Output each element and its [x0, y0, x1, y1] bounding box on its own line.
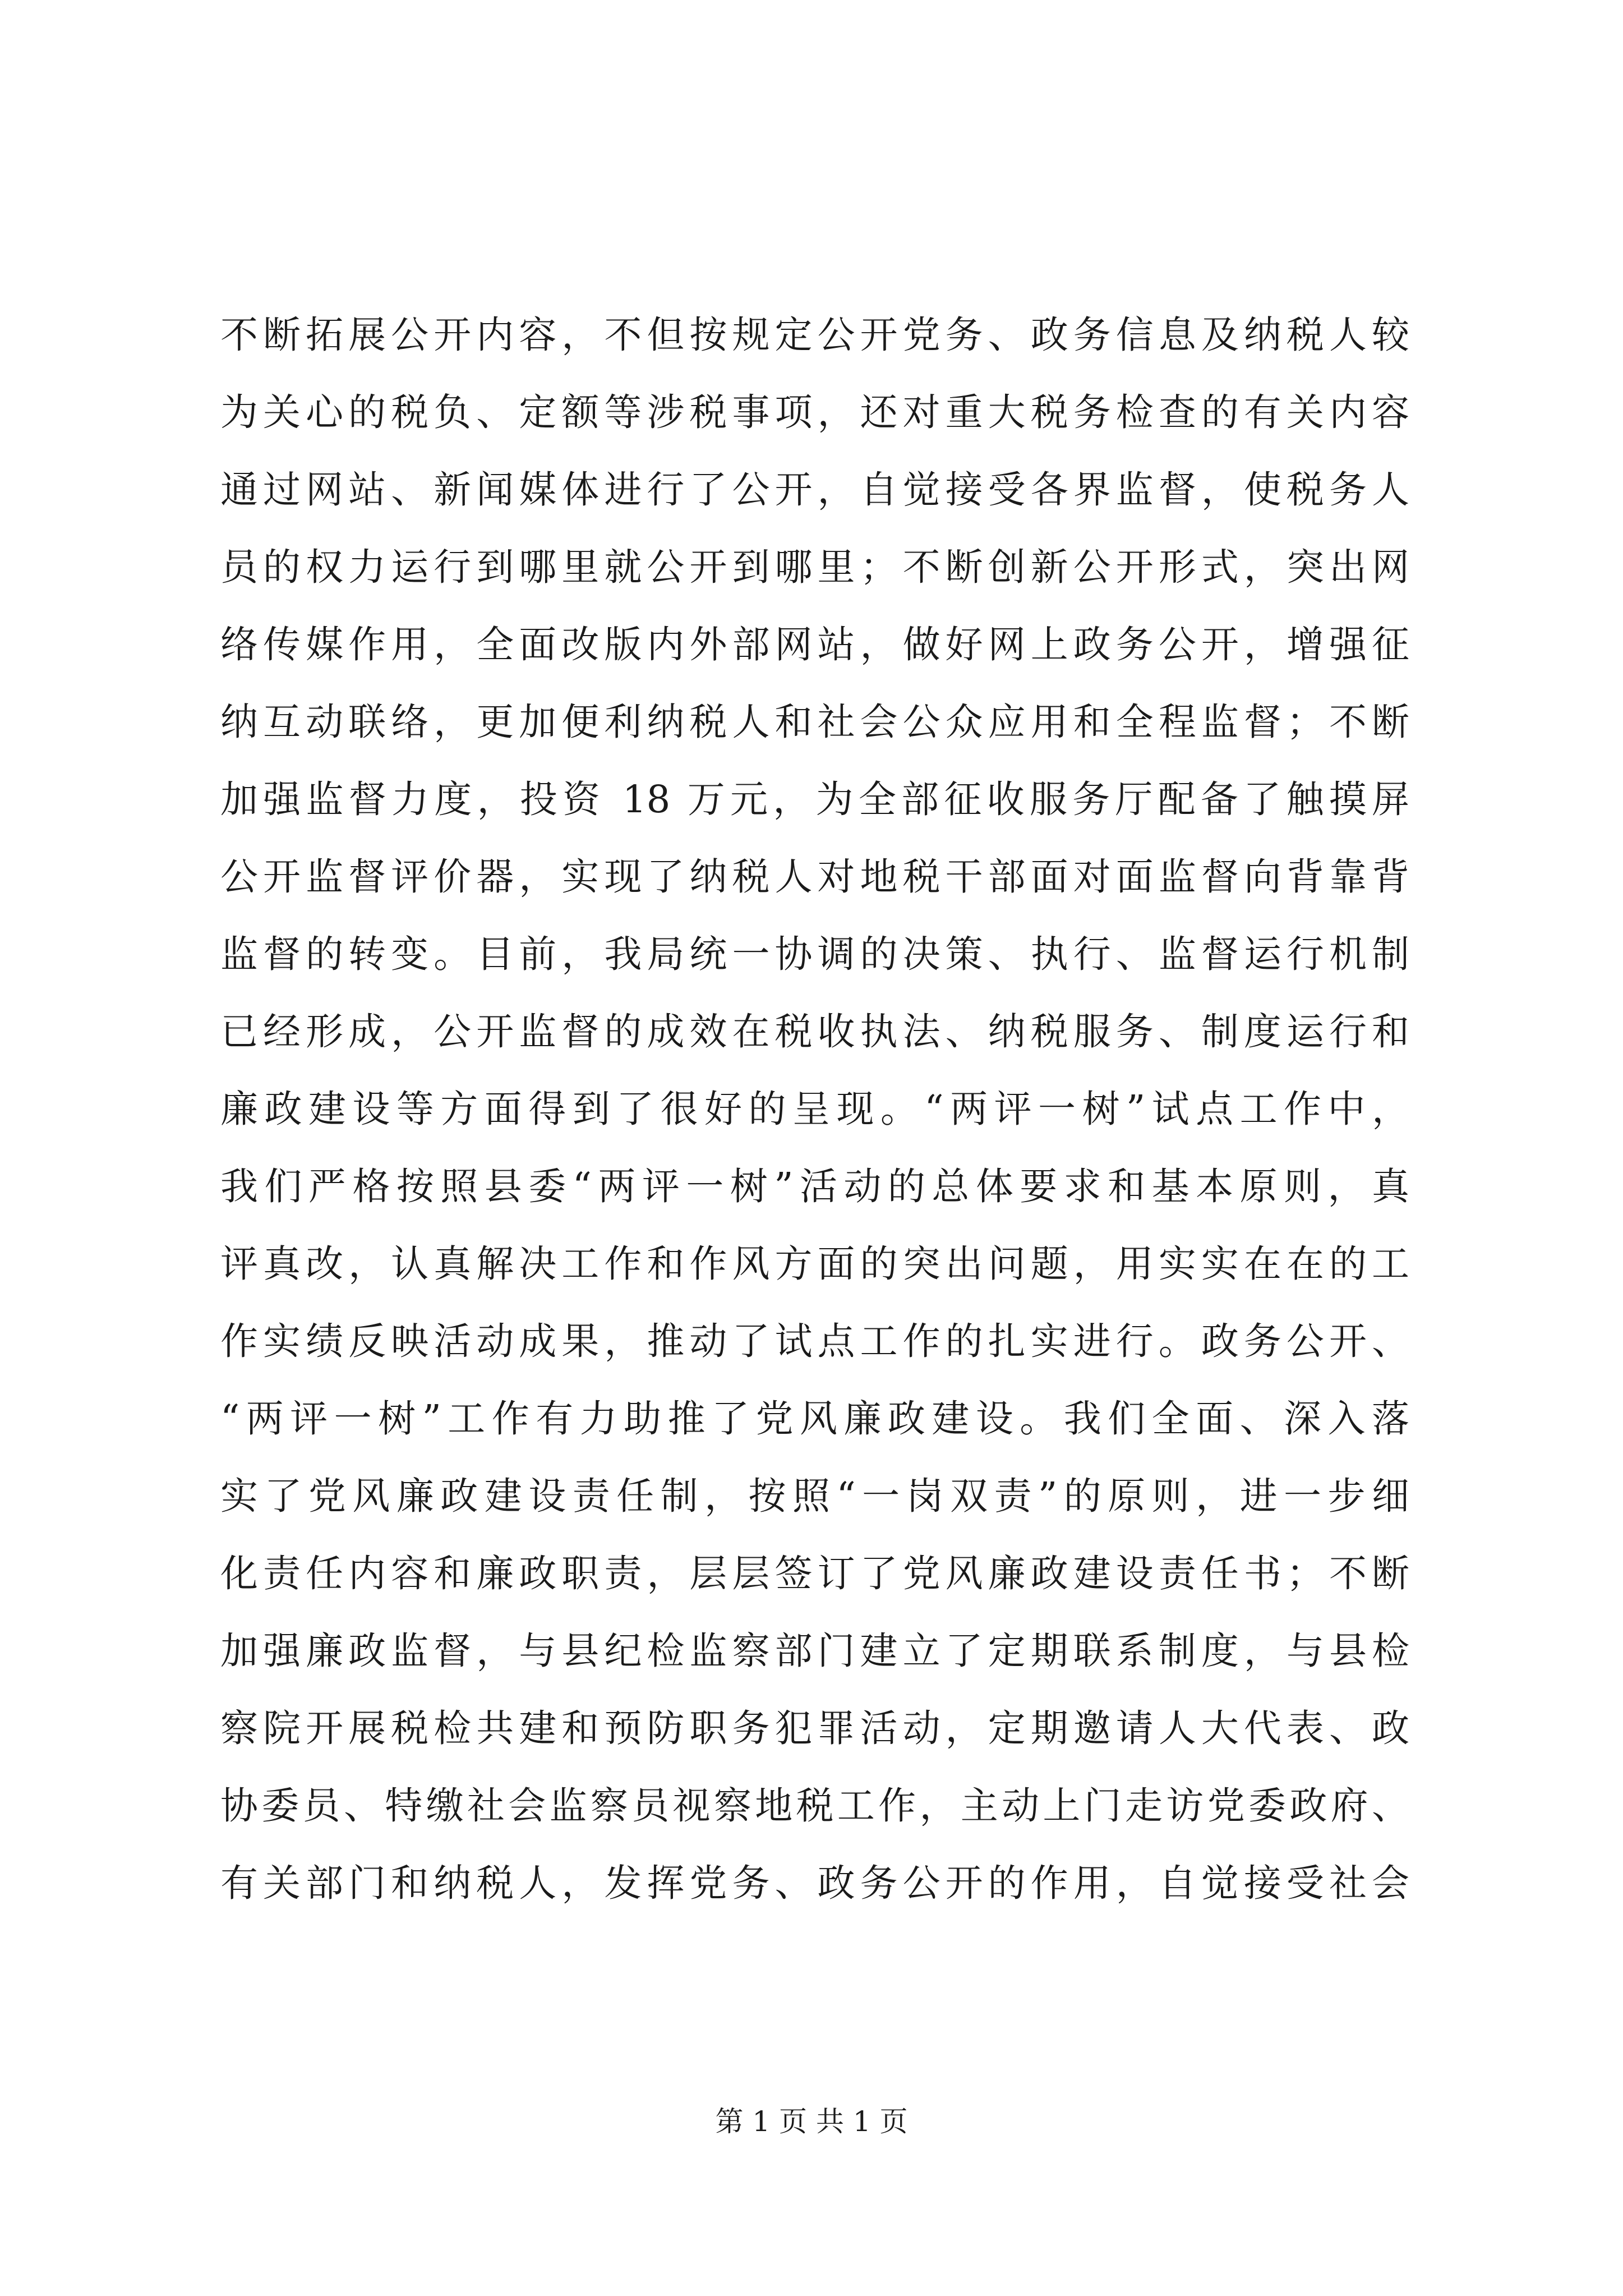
text-line: 络传媒作用，全面改版内外部网站，做好网上政务公开，增强征: [220, 623, 1409, 666]
text-line: 已经形成，公开监督的成效在税收执法、纳税服务、制度运行和: [220, 1010, 1409, 1053]
text-line: 有关部门和纳税人，发挥党务、政务公开的作用，自觉接受社会: [220, 1861, 1409, 1905]
text-line: 监督的转变。目前，我局统一协调的决策、执行、监督运行机制: [220, 932, 1409, 976]
text-line: 化责任内容和廉政职责，层层签订了党风廉政建设责任书；不断: [220, 1552, 1409, 1595]
text-line: 为关心的税负、定额等涉税事项，还对重大税务检查的有关内容: [220, 390, 1409, 434]
text-line: 协委员、特缴社会监察员视察地税工作，主动上门走访党委政府、: [220, 1784, 1409, 1828]
text-line: 评真改，认真解决工作和作风方面的突出问题，用实实在在的工: [220, 1242, 1409, 1286]
text-line: 通过网站、新闻媒体进行了公开，自觉接受各界监督，使税务人: [220, 468, 1409, 512]
text-line: 纳互动联络，更加便利纳税人和社会公众应用和全程监督；不断: [220, 700, 1409, 744]
text-line: 察院开展税检共建和预防职务犯罪活动，定期邀请人大代表、政: [220, 1706, 1409, 1750]
text-line: 廉政建设等方面得到了很好的呈现。“两评一树”试点工作中，: [220, 1087, 1409, 1131]
text-line: 我们严格按照县委“两评一树”活动的总体要求和基本原则，真: [220, 1165, 1409, 1208]
text-line: 公开监督评价器，实现了纳税人对地税干部面对面监督向背靠背: [220, 855, 1409, 899]
page-footer: 第 1 页 共 1 页: [715, 2105, 908, 2138]
text-line: “两评一树”工作有力助推了党风廉政建设。我们全面、深入落: [220, 1397, 1409, 1441]
text-line: 员的权力运行到哪里就公开到哪里；不断创新公开形式，突出网: [220, 545, 1409, 589]
text-line: 加强廉政监督，与县纪检监察部门建立了定期联系制度，与县检: [220, 1629, 1409, 1673]
text-line: 不断拓展公开内容，不但按规定公开党务、政务信息及纳税人较: [220, 313, 1409, 357]
body-text: [220, 296, 1409, 1922]
text-line: 实了党风廉政建设责任制，按照“一岗双责”的原则，进一步细: [220, 1474, 1409, 1518]
text-line: 加强监督力度，投资 18 万元，为全部征收服务厅配备了触摸屏: [220, 777, 1409, 821]
text-line: 作实绩反映活动成果，推动了试点工作的扎实进行。政务公开、: [220, 1319, 1409, 1363]
